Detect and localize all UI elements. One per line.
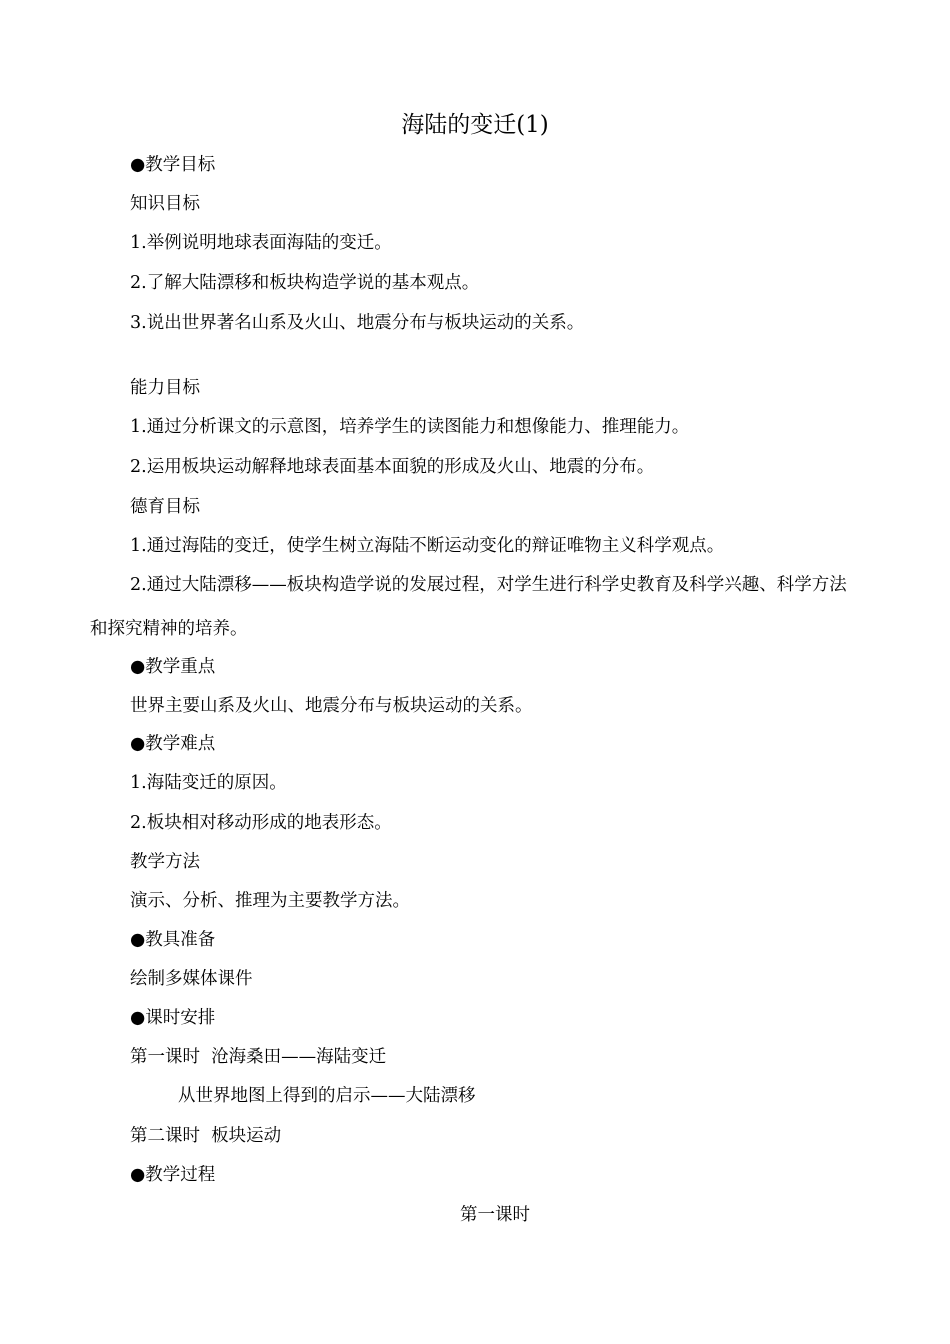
schedule-lesson-1: 第一课时 沧海桑田——海陆变迁 bbox=[130, 1047, 387, 1067]
moral-goal-2: 2.通过大陆漂移——板块构造学说的发展过程，对学生进行科学史教育及科学兴趣、科学方法和探究精神的培养。 bbox=[90, 575, 847, 639]
heading-teaching-goals: ●教学目标 bbox=[130, 155, 216, 175]
difficulty-1: 1.海陆变迁的原因。 bbox=[130, 773, 287, 793]
subheading-ability-goals: 能力目标 bbox=[130, 378, 200, 398]
heading-difficulties: ●教学难点 bbox=[130, 734, 216, 754]
subheading-moral-goals: 德育目标 bbox=[130, 497, 200, 517]
moral-goal-1: 1.通过海陆的变迁，使学生树立海陆不断运动变化的辩证唯物主义科学观点。 bbox=[130, 536, 725, 556]
knowledge-goal-2: 2.了解大陆漂移和板块构造学说的基本观点。 bbox=[130, 273, 480, 293]
ability-goal-2: 2.运用板块运动解释地球表面基本面貌的形成及火山、地震的分布。 bbox=[130, 457, 655, 477]
schedule-lesson-2: 第二课时 板块运动 bbox=[130, 1126, 282, 1146]
teaching-methods-text: 演示、分析、推理为主要教学方法。 bbox=[130, 891, 410, 911]
key-points-text: 世界主要山系及火山、地震分布与板块运动的关系。 bbox=[130, 696, 533, 716]
schedule-lesson-1-part-2: 从世界地图上得到的启示——大陆漂移 bbox=[178, 1086, 476, 1106]
heading-key-points: ●教学重点 bbox=[130, 657, 216, 677]
difficulty-2: 2.板块相对移动形成的地表形态。 bbox=[130, 813, 392, 833]
teaching-aids-text: 绘制多媒体课件 bbox=[130, 969, 253, 989]
ability-goal-1: 1.通过分析课文的示意图，培养学生的读图能力和想像能力、推理能力。 bbox=[130, 417, 690, 437]
first-lesson-heading: 第一课时 bbox=[460, 1205, 530, 1225]
subheading-knowledge-goals: 知识目标 bbox=[130, 194, 200, 214]
subheading-teaching-methods: 教学方法 bbox=[130, 852, 200, 872]
heading-teaching-aids: ●教具准备 bbox=[130, 930, 216, 950]
knowledge-goal-1: 1.举例说明地球表面海陆的变迁。 bbox=[130, 233, 392, 253]
document-title: 海陆的变迁(1) bbox=[401, 112, 549, 138]
heading-schedule: ●课时安排 bbox=[130, 1008, 216, 1028]
heading-teaching-process: ●教学过程 bbox=[130, 1165, 216, 1185]
knowledge-goal-3: 3.说出世界著名山系及火山、地震分布与板块运动的关系。 bbox=[130, 313, 585, 333]
